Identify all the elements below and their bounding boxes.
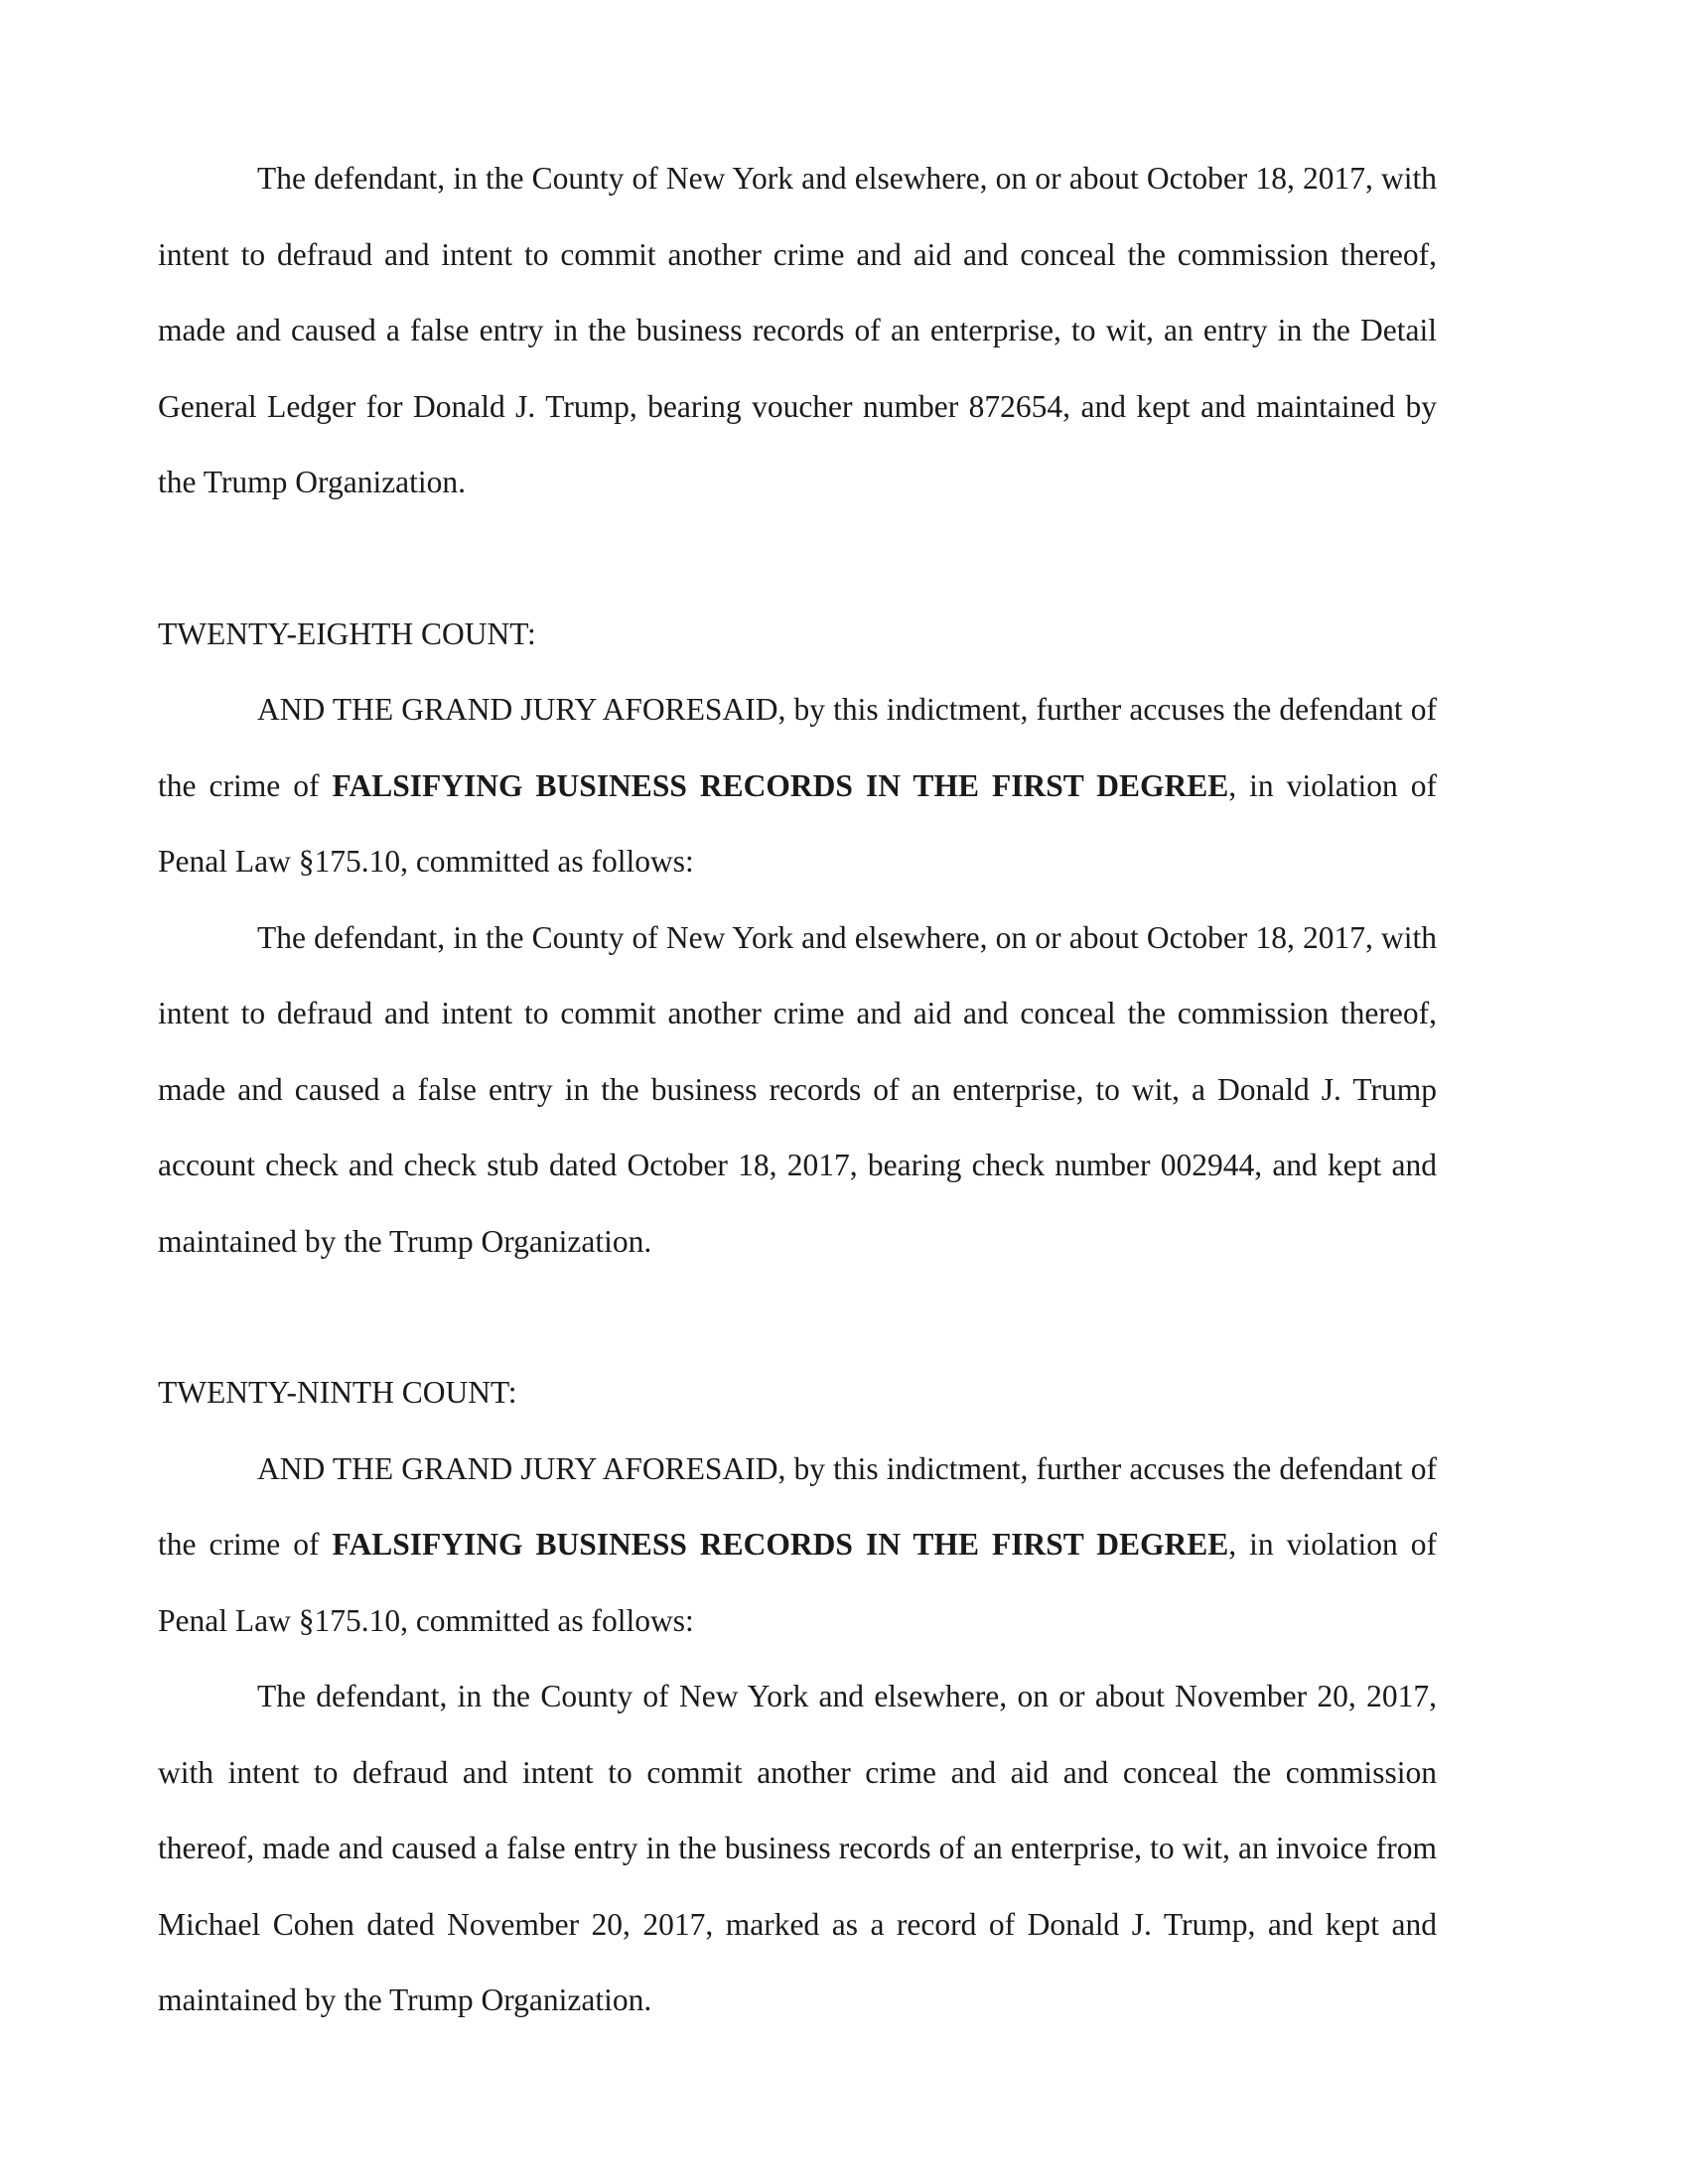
count-accusation xyxy=(158,672,1437,900)
crime-name: FALSIFYING BUSINESS RECORDS IN THE FIRST DEGREE xyxy=(332,1527,1229,1562)
count-twenty-ninth xyxy=(158,1355,1437,2039)
crime-name: FALSIFYING BUSINESS RECORDS IN THE FIRST DEGREE xyxy=(332,767,1229,803)
accusation-text: AND THE GRAND JURY AFORESAID, by this indictment, further accuses the defendant of the crime of xyxy=(158,1450,1437,1562)
count-twenty-eighth xyxy=(158,597,1437,1281)
accusation-text-end: , in violation of Penal Law §175.10, committed as follows: xyxy=(158,1527,1437,1638)
document-body xyxy=(158,141,1437,2039)
count-particulars: The defendant, in the County of New York and elsewhere, on or about November 20, 2017, with intent to defraud and intent to commit another crime and aid and conceal the commission thereof, made and caused a false entry in the business records of an enterprise, to wit, an invoice from Michael Cohen dated November 20, 2017, marked as a record of Donald J. Trump, and kept and maintained by the Trump Organization. xyxy=(158,1679,1437,2017)
count-accusation xyxy=(158,1432,1437,1660)
accusation-text-end: , in violation of Penal Law §175.10, committed as follows: xyxy=(158,767,1437,879)
accusation-text: AND THE GRAND JURY AFORESAID, by this indictment, further accuses the defendant of the crime of xyxy=(158,692,1437,803)
continuation-paragraph: The defendant, in the County of New York and elsewhere, on or about October 18, 2017, with intent to defraud and intent to commit another crime and aid and conceal the commission thereof, made and caused a false entry in the business records of an enterprise, to wit, an entry in the Detail General Ledger for Donald J. Trump, bearing voucher number 872654, and kept and maintained by the Trump Organization. xyxy=(158,161,1437,499)
count-heading: TWENTY-EIGHTH COUNT: xyxy=(158,615,536,651)
count-heading: TWENTY-NINTH COUNT: xyxy=(158,1375,517,1410)
count-particulars: The defendant, in the County of New York and elsewhere, on or about October 18, 2017, with intent to defraud and intent to commit another crime and aid and conceal the commission thereof, made and caused a false entry in the business records of an enterprise, to wit, a Donald J. Trump account check and check stub dated October 18, 2017, bearing check number 002944, and kept and maintained by the Trump Organization. xyxy=(158,919,1437,1259)
